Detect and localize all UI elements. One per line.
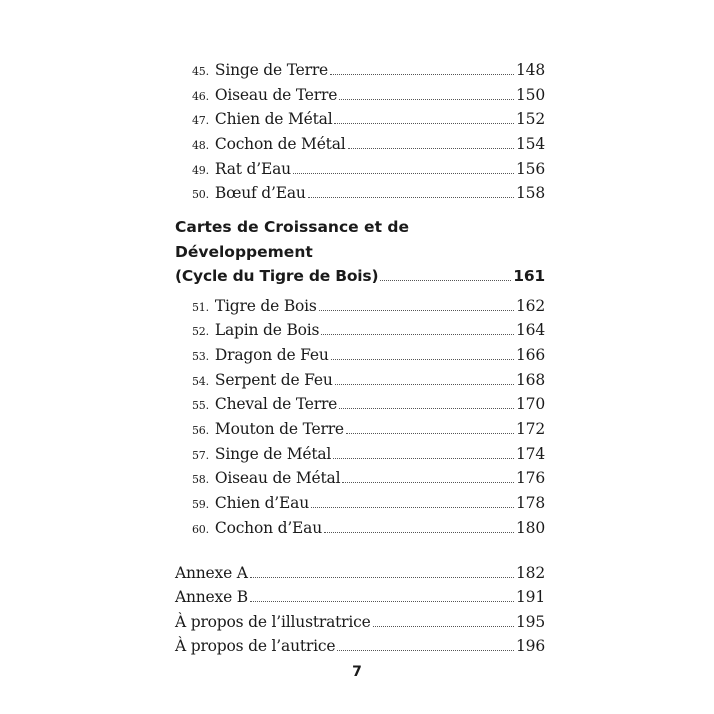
section-title-line1: Cartes de Croissance et de Développement (175, 218, 409, 261)
entry-page: 195 (516, 612, 545, 631)
toc-entry[interactable] (175, 181, 545, 206)
toc-entry-annex[interactable] (175, 585, 545, 610)
toc-entry[interactable] (175, 107, 545, 132)
toc-group-annexes (175, 561, 545, 659)
dot-leader (250, 601, 514, 602)
entry-number: 59. (192, 498, 209, 512)
entry-title: Singe de Métal (214, 444, 332, 463)
entry-title: Singe de Terre (214, 61, 329, 79)
entry-number: 54. (192, 374, 209, 388)
entry-title: Tigre de Bois (214, 296, 317, 315)
entry-number: 47. (192, 114, 209, 128)
entry-number: 58. (192, 473, 209, 487)
dot-leader (250, 577, 514, 578)
entry-page: 174 (516, 444, 545, 463)
toc-entry[interactable] (175, 392, 545, 417)
entry-page: 196 (516, 637, 545, 655)
entry-page: 172 (516, 420, 545, 439)
entry-title: Serpent de Feu (214, 370, 333, 389)
toc-entry-annex[interactable] (175, 561, 545, 586)
entry-title: À propos de l’autrice (175, 637, 336, 655)
entry-number: 53. (192, 350, 209, 363)
entry-title: Oiseau de Métal (214, 469, 341, 488)
entry-title: Rat d’Eau (214, 159, 291, 178)
entry-page: 154 (516, 135, 545, 154)
dot-leader (335, 384, 514, 385)
toc-entry[interactable] (175, 157, 545, 182)
entry-number: 57. (192, 448, 209, 462)
entry-title: Annexe B (175, 588, 248, 606)
dot-leader (319, 310, 514, 311)
dot-leader (342, 482, 514, 483)
dot-leader (321, 334, 514, 335)
dot-leader (330, 74, 514, 75)
entry-page: 164 (516, 321, 545, 340)
entry-page: 148 (516, 61, 545, 79)
entry-page: 178 (516, 494, 545, 513)
toc-entry[interactable] (175, 442, 545, 467)
toc-entry[interactable] (175, 516, 545, 541)
section-title-line2: (Cycle du Tigre de Bois) (175, 267, 379, 286)
entry-page: 166 (516, 346, 545, 364)
dot-leader (337, 650, 514, 651)
entry-page: 158 (516, 184, 545, 203)
toc-entry-annex[interactable] (175, 610, 545, 635)
toc-group-earth-metal-water (175, 58, 545, 206)
dot-leader (339, 408, 514, 409)
dot-leader (331, 359, 514, 360)
entry-title: Cochon d’Eau (214, 518, 322, 537)
entry-title: Cheval de Terre (214, 395, 338, 414)
dot-leader (339, 99, 514, 100)
dot-leader (334, 123, 514, 124)
entry-page: 180 (516, 518, 545, 537)
entry-title: Bœuf d’Eau (214, 184, 306, 203)
toc-entry[interactable] (175, 491, 545, 516)
entry-title: Cochon de Métal (214, 135, 346, 154)
dot-leader (293, 173, 514, 174)
entry-number: 46. (192, 89, 209, 103)
section-page: 161 (513, 267, 545, 286)
entry-number: 52. (192, 325, 209, 339)
dot-leader (346, 433, 514, 434)
dot-leader (348, 148, 515, 149)
entry-title: Annexe A (175, 563, 248, 582)
dot-leader (373, 626, 514, 627)
entry-page: 176 (516, 469, 545, 488)
entry-title: Dragon de Feu (214, 346, 329, 364)
entry-page: 170 (516, 395, 545, 414)
toc-entry[interactable] (175, 368, 545, 393)
entry-title: Lapin de Bois (214, 321, 320, 340)
entry-number: 56. (192, 424, 209, 438)
entry-page: 150 (516, 85, 545, 104)
section-title-line2-row (175, 264, 545, 289)
entry-number: 51. (192, 300, 209, 314)
toc-entry-annex[interactable] (175, 634, 545, 659)
section-heading[interactable] (175, 215, 545, 289)
entry-number: 48. (192, 139, 209, 153)
page-number: 7 (352, 664, 362, 680)
entry-title: Mouton de Terre (214, 420, 344, 439)
dot-leader (308, 197, 514, 198)
entry-title: Oiseau de Terre (214, 85, 338, 104)
entry-page: 162 (516, 296, 545, 315)
toc-entry[interactable] (175, 294, 545, 319)
dot-leader (324, 532, 514, 533)
entry-number: 55. (192, 399, 209, 413)
entry-page: 168 (516, 370, 545, 389)
entry-page: 182 (516, 563, 545, 582)
entry-page: 191 (516, 588, 545, 606)
toc-entry[interactable] (175, 83, 545, 108)
entry-number: 60. (192, 522, 209, 536)
entry-title: Chien de Métal (214, 110, 333, 129)
dot-leader (380, 280, 511, 281)
entry-number: 49. (192, 163, 209, 177)
toc-entry[interactable] (175, 466, 545, 491)
toc-entry[interactable] (175, 343, 545, 368)
entry-number: 50. (192, 188, 209, 202)
toc-entry[interactable] (175, 132, 545, 157)
entry-page: 152 (516, 110, 545, 129)
entry-title: À propos de l’illustratrice (175, 612, 371, 631)
dot-leader (333, 458, 514, 459)
toc-entry[interactable] (175, 417, 545, 442)
toc-group-growth-cycle (175, 294, 545, 541)
entry-number: 45. (192, 65, 209, 78)
table-of-contents (175, 58, 545, 659)
toc-entry[interactable] (175, 318, 545, 343)
entry-page: 156 (516, 159, 545, 178)
entry-title: Chien d’Eau (214, 494, 309, 513)
toc-entry[interactable] (175, 58, 545, 83)
dot-leader (311, 507, 514, 508)
